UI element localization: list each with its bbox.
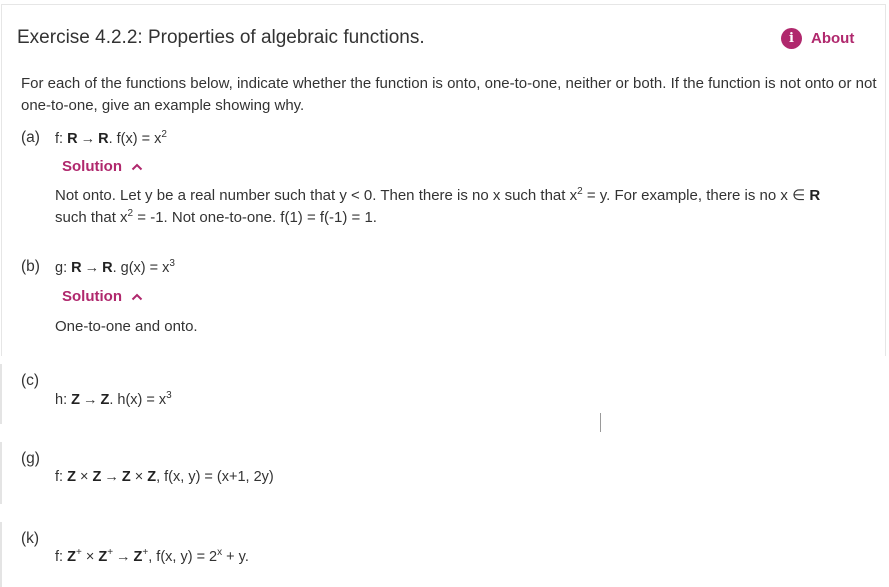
solution-sentence: = -1. Not one-to-one. f(1) = f(-1) = 1. bbox=[133, 209, 377, 226]
function-rule: . g(x) = x bbox=[112, 260, 170, 276]
solution-sentence: = y. For example, there is no x ∈ bbox=[582, 187, 810, 204]
arrow-symbol: → bbox=[104, 469, 119, 485]
function-rule: , f(x, y) = (x+1, 2y) bbox=[156, 469, 274, 485]
function-name: h: bbox=[55, 392, 68, 408]
part-label-c: (c) bbox=[21, 372, 40, 389]
function-name: g: bbox=[55, 260, 68, 276]
exponent: 2 bbox=[161, 129, 167, 140]
about-button[interactable] bbox=[781, 27, 854, 49]
exponent: x bbox=[217, 547, 223, 558]
solution-label: Solution bbox=[62, 288, 122, 305]
codomain-set: Z bbox=[121, 469, 131, 485]
solution-toggle-a[interactable] bbox=[62, 158, 143, 175]
solution-text-b: One-to-one and onto. bbox=[55, 318, 198, 335]
part-label-g: (g) bbox=[21, 450, 40, 467]
function-rule: , f(x, y) = 2 bbox=[148, 549, 218, 565]
arrow-symbol: → bbox=[82, 392, 98, 408]
codomain-set: R bbox=[102, 260, 113, 276]
function-name: f: bbox=[55, 131, 64, 147]
codomain-set: Z bbox=[133, 549, 143, 565]
chevron-up-icon bbox=[131, 292, 143, 302]
exponent: 2 bbox=[127, 208, 134, 219]
chevron-up-icon bbox=[131, 162, 143, 172]
part-c-function bbox=[55, 392, 172, 408]
codomain-set: Z bbox=[147, 469, 157, 485]
domain-set: Z bbox=[92, 469, 102, 485]
function-name: f: bbox=[55, 549, 64, 565]
codomain-set: Z bbox=[100, 392, 110, 408]
part-g-function bbox=[55, 469, 274, 485]
domain-set: Z bbox=[67, 549, 76, 565]
superscript-plus: + bbox=[107, 547, 114, 558]
part-b-function bbox=[55, 260, 175, 276]
part-label-a: (a) bbox=[21, 129, 40, 146]
part-k-border bbox=[0, 522, 2, 587]
domain-set: Z bbox=[98, 549, 108, 565]
exercise-instructions: For each of the functions below, indicate whether the function is onto, one-to-one, neither or both. If the function is not onto or not one-to-one, give an example showing why. bbox=[21, 75, 877, 114]
exercise-title: Exercise 4.2.2: Properties of algebraic functions. bbox=[17, 27, 425, 48]
exponent: 2 bbox=[577, 186, 583, 197]
solution-toggle-b[interactable] bbox=[62, 288, 143, 305]
times-symbol: × bbox=[134, 469, 144, 485]
part-c-border bbox=[0, 364, 2, 424]
domain-set: R bbox=[67, 131, 78, 147]
arrow-symbol: → bbox=[116, 549, 131, 565]
solution-sentence: Not onto. Let y be a real number such that y < 0. Then there is no x such that x bbox=[55, 187, 578, 204]
exponent: 3 bbox=[166, 390, 172, 401]
domain-set: Z bbox=[67, 469, 76, 485]
arrow-symbol: → bbox=[80, 131, 96, 147]
text-cursor bbox=[600, 413, 601, 432]
part-g-border bbox=[0, 442, 2, 504]
exponent: 3 bbox=[169, 258, 175, 269]
info-icon: i bbox=[781, 28, 802, 49]
domain-set: Z bbox=[71, 392, 80, 408]
part-label-b: (b) bbox=[21, 258, 40, 275]
codomain-set: R bbox=[98, 131, 109, 147]
function-rule-end: + y. bbox=[222, 549, 249, 565]
superscript-plus: + bbox=[75, 547, 82, 558]
times-symbol: × bbox=[85, 549, 95, 565]
set-symbol: R bbox=[809, 187, 821, 204]
about-label: About bbox=[811, 29, 855, 47]
part-label-k: (k) bbox=[21, 530, 40, 547]
function-rule: . h(x) = x bbox=[109, 392, 167, 408]
arrow-symbol: → bbox=[84, 260, 100, 276]
solution-label: Solution bbox=[62, 158, 122, 175]
part-a-function bbox=[55, 131, 167, 147]
function-rule: . f(x) = x bbox=[108, 131, 162, 147]
solution-sentence: such that x bbox=[55, 209, 128, 226]
function-name: f: bbox=[55, 469, 64, 485]
solution-text-a bbox=[55, 185, 880, 229]
part-k-function bbox=[55, 549, 249, 565]
domain-set: R bbox=[71, 260, 82, 276]
superscript-plus: + bbox=[142, 547, 149, 558]
times-symbol: × bbox=[79, 469, 89, 485]
